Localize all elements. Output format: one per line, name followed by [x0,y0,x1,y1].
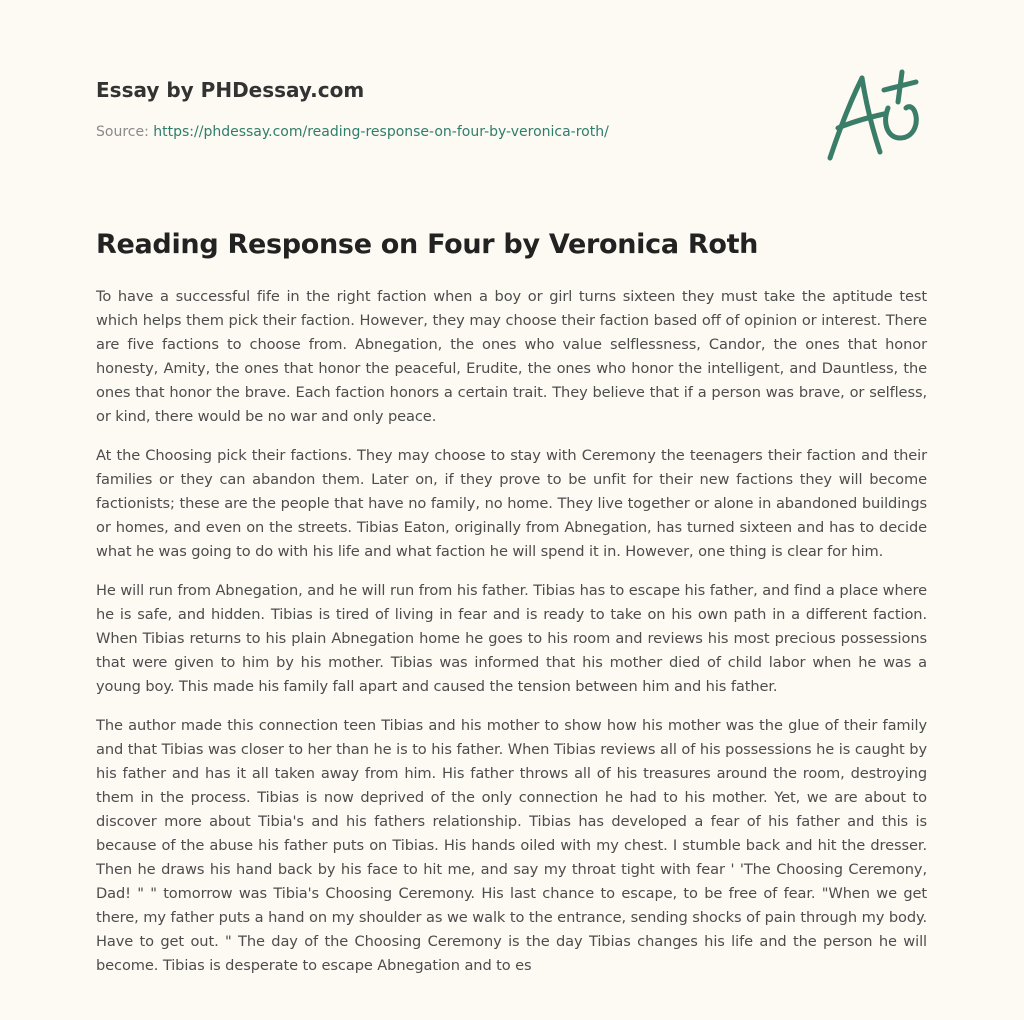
page-header [96,74,796,142]
essay-paragraph: To have a successful fife in the right faction when a boy or girl turns sixteen they must take the aptitude test which helps them pick their faction. However, they may choose their faction based off of opinion or interest. There are five factions to choose from. Abnegation, the ones who value selflessness, Candor, the ones that honor honesty, Amity, the ones that honor the peaceful, Erudite, the ones who honor the intelligent, and Dauntless, the ones that honor the brave. Each faction honors a certain trait. They believe that if a person was brave, or selfless, or kind, there would be no war and only peace. [96,288,927,425]
source-label: Source: [96,124,149,140]
a-plus-grade-icon [822,68,926,164]
source-link[interactable]: https://phdessay.com/reading-response-on-four-by-veronica-roth/ [153,124,609,140]
essay-paragraph: He will run from Abnegation, and he will run from his father. Tibias has to escape his father, and find a place where he is safe, and hidden. Tibias is tired of living in fear and is ready to take on his own path in a different faction. When Tibias returns to his plain Abnegation home he goes to his room and reviews his most precious possessions that were given to him by his mother. Tibias was informed that his mother died of child labor when he was a young boy. This made his family fall apart and caused the tension between him and his father. [96,582,927,695]
essay-title: Reading Response on Four by Veronica Roth [96,229,759,260]
essay-paragraph: The author made this connection teen Tibias and his mother to show how his mother was the glue of their family and that Tibias was closer to her than he is to his father. When Tibias reviews all of his possessions he is caught by his father and has it all taken away from him. His father throws all of his treasures around the room, destroying them in the process. Tibias is now deprived of the only connection he had to his mother. Yet, we are about to discover more about Tibia's and his fathers relationship. Tibias has developed a fear of his father and this is because of the abuse his father puts on Tibias. His hands oiled with my chest. I stumble back and hit the dresser. Then he draws his hand back by his face to hit me, and say my throat tight with fear ' 'The Choosing Ceremony, Dad! " " tomorrow was Tibia's Choosing Ceremony. His last chance to escape, to be free of fear. "When we get there, my father puts a hand on my shoulder as we walk to the entrance, sending shocks of pain through my body. Have to get out. " The day of the Choosing Ceremony is the day Tibias changes his life and the person he will become. Tibias is desperate to escape Abnegation and to es [96,717,927,974]
site-title: Essay by PHDessay.com [96,78,365,102]
essay-body [96,285,927,993]
source-line [96,122,796,142]
essay-paragraph: At the Choosing pick their factions. They may choose to stay with Ceremony the teenagers their faction and their families or they can abandon them. Later on, if they prove to be unfit for their new factions they will become factionists; these are the people that have no family, no home. They live together or alone in abandoned buildings or homes, and even on the streets. Tibias Eaton, originally from Abnegation, has turned sixteen and has to decide what he was going to do with his life and what faction he will spend it in. However, one thing is clear for him. [96,447,927,560]
